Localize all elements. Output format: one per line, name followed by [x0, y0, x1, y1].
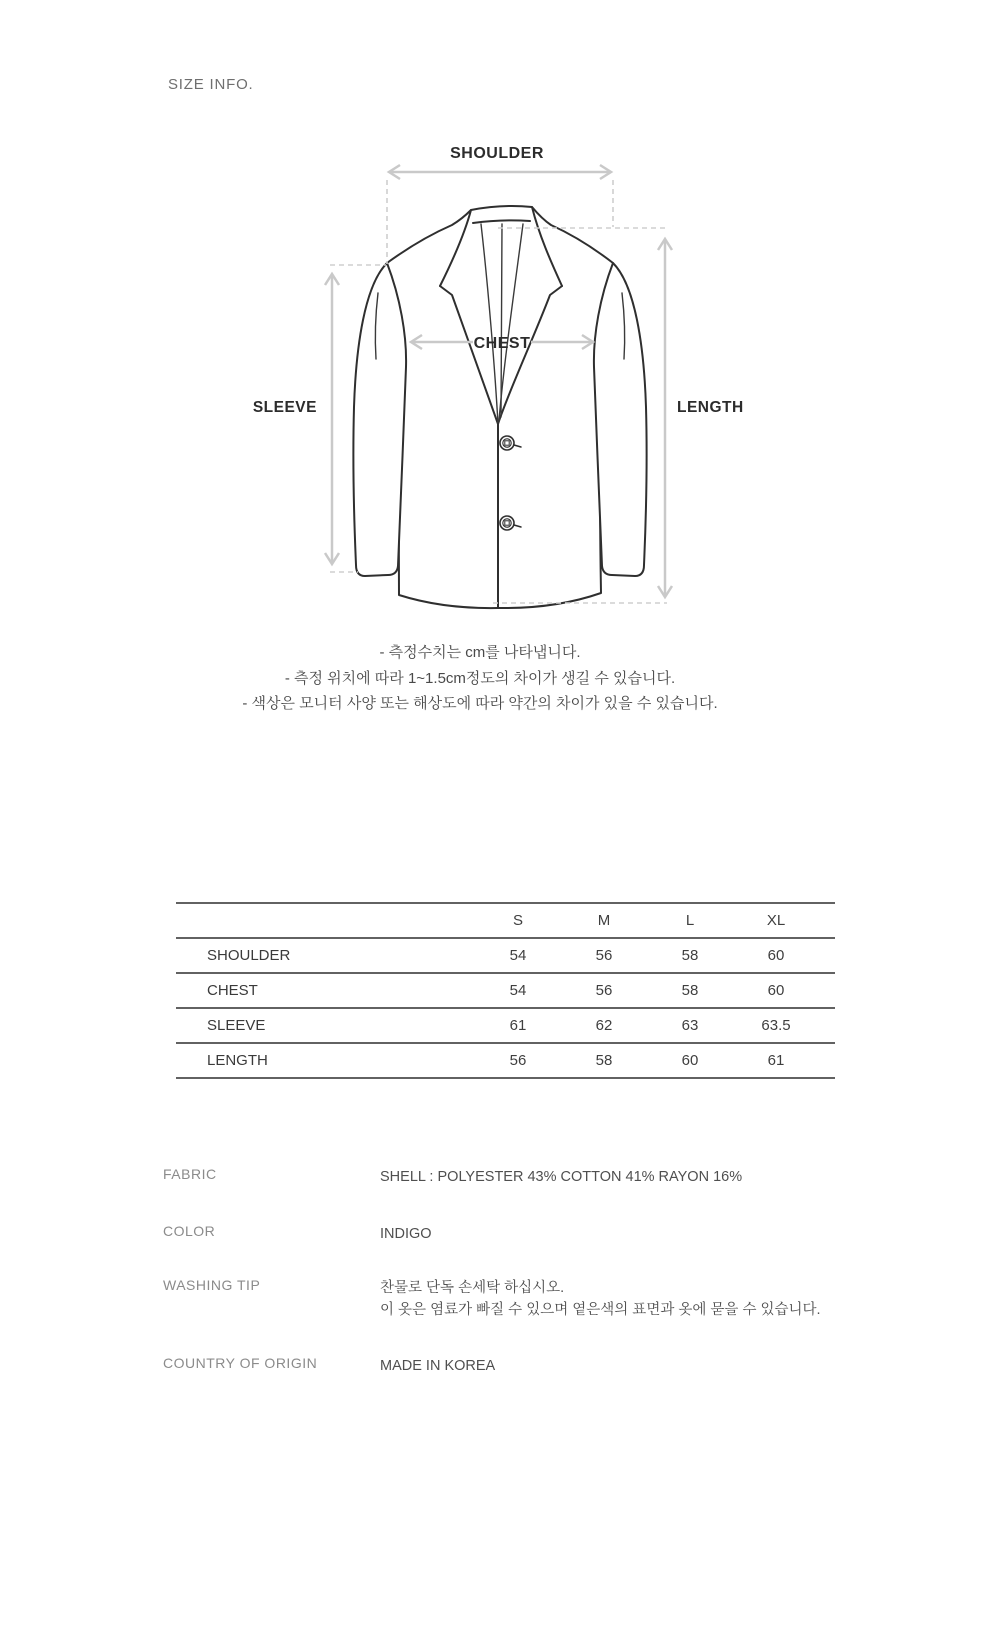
- table-row-sleeve: [176, 1009, 835, 1044]
- cell-value: 58: [681, 947, 699, 964]
- cell-value: 63.5: [761, 1017, 791, 1034]
- color-label: COLOR: [163, 1223, 216, 1239]
- cell-value: 56: [509, 1052, 527, 1069]
- note-line: - 색상은 모니터 사양 또는 해상도에 따라 약간의 차이가 있을 수 있습니다.: [242, 695, 718, 713]
- cell-value: 58: [681, 982, 699, 999]
- cell-value: 60: [681, 1052, 699, 1069]
- column-header-s: S: [512, 912, 523, 929]
- cell-value: 60: [767, 947, 785, 964]
- row-label: SHOULDER: [207, 947, 291, 964]
- fabric-value: SHELL : POLYESTER 43% COTTON 41% RAYON 16%: [380, 1169, 743, 1185]
- cell-value: 63: [681, 1017, 699, 1034]
- washing-tip-line: 이 옷은 염료가 빠질 수 있으며 옅은색의 표면과 옷에 묻을 수 있습니다.: [380, 1302, 821, 1318]
- fabric-label: FABRIC: [163, 1166, 217, 1182]
- cell-value: 56: [595, 947, 613, 964]
- table-row-chest: [176, 974, 835, 1009]
- cell-value: 61: [767, 1052, 785, 1069]
- cell-value: 61: [509, 1017, 527, 1034]
- size-diagram: [240, 135, 760, 615]
- row-label: CHEST: [207, 982, 258, 999]
- measurement-notes: [130, 640, 830, 717]
- sleeve-label: SLEEVE: [252, 399, 317, 416]
- cell-value: 54: [509, 982, 527, 999]
- chest-label: CHEST: [473, 335, 531, 352]
- shoulder-arrow: [389, 165, 611, 179]
- shoulder-label: SHOULDER: [450, 145, 544, 162]
- cell-value: 54: [509, 947, 527, 964]
- sleeve-arrow: [325, 274, 339, 564]
- table-row-shoulder: [176, 939, 835, 974]
- length-label: LENGTH: [677, 399, 744, 416]
- row-label: LENGTH: [207, 1052, 268, 1069]
- origin-value: MADE IN KOREA: [380, 1358, 496, 1374]
- column-header-xl: XL: [766, 912, 786, 929]
- cell-value: 56: [595, 982, 613, 999]
- note-line: - 측정 위치에 따라 1~1.5cm정도의 차이가 생길 수 있습니다.: [284, 669, 676, 687]
- washing-tip-value: [380, 1277, 821, 1321]
- origin-label: COUNTRY OF ORIGIN: [163, 1355, 318, 1371]
- washing-tip-line: 찬물로 단독 손세탁 하십시오.: [380, 1280, 565, 1296]
- cell-value: 62: [595, 1017, 613, 1034]
- column-header-l: L: [685, 912, 695, 929]
- jacket-illustration: [353, 206, 646, 608]
- cell-value: 58: [595, 1052, 613, 1069]
- color-value: INDIGO: [380, 1226, 432, 1242]
- washing-tip-label: WASHING TIP: [163, 1277, 261, 1293]
- size-table: [176, 902, 835, 1079]
- cell-value: 60: [767, 982, 785, 999]
- row-label: SLEEVE: [207, 1017, 266, 1034]
- note-line: - 측정수치는 cm를 나타냅니다.: [379, 644, 581, 661]
- size-table-header-row: [176, 904, 835, 939]
- table-row-length: [176, 1044, 835, 1079]
- length-arrow: [658, 239, 672, 597]
- page-title: SIZE INFO.: [168, 76, 254, 93]
- column-header-m: M: [597, 912, 611, 929]
